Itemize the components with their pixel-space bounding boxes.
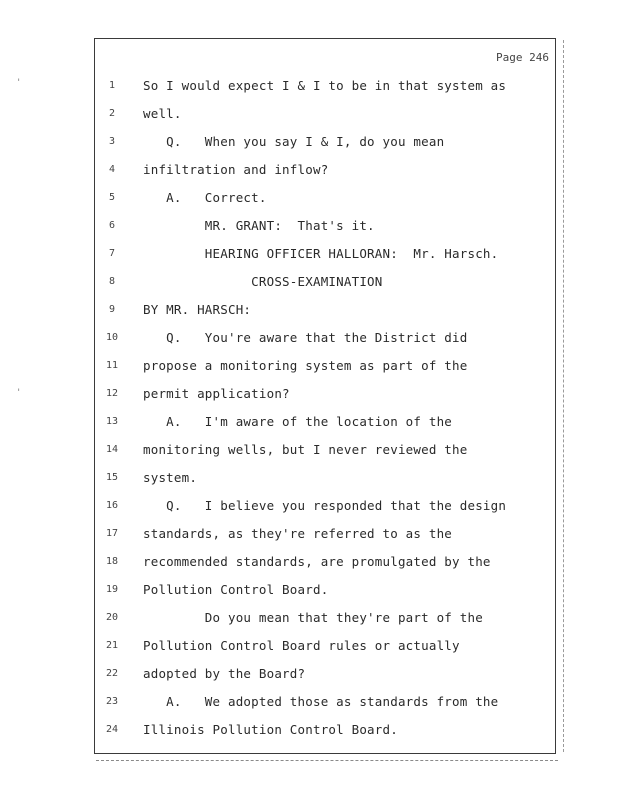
transcript-line: A. I'm aware of the location of the (143, 414, 453, 429)
transcript-line: A. Correct. (143, 190, 267, 205)
line-number: 16 (105, 500, 119, 511)
line-number: 10 (105, 332, 119, 343)
line-number: 11 (105, 360, 119, 371)
line-number: 17 (105, 528, 119, 539)
line-number: 18 (105, 556, 119, 567)
transcript-line: propose a monitoring system as part of the (143, 358, 468, 373)
page-number: Page 246 (496, 51, 549, 64)
transcript-line: well. (143, 106, 182, 121)
scan-mark: ' (16, 388, 22, 398)
transcript-line: BY MR. HARSCH: (143, 302, 252, 317)
transcript-line: MR. GRANT: That's it. (143, 218, 375, 233)
transcript-line: A. We adopted those as standards from the (143, 694, 499, 709)
transcript-line: Pollution Control Board. (143, 582, 329, 597)
transcript-line: monitoring wells, but I never reviewed the (143, 442, 468, 457)
transcript-line: So I would expect I & I to be in that system as (143, 78, 507, 93)
line-number: 12 (105, 388, 119, 399)
transcript-line: Q. When you say I & I, do you mean (143, 134, 445, 149)
transcript-line: permit application? (143, 386, 290, 401)
transcript-line: recommended standards, are promulgated by the (143, 554, 491, 569)
line-number: 22 (105, 668, 119, 679)
transcript-line: Do you mean that they're part of the (143, 610, 483, 625)
transcript-line: Q. I believe you responded that the design (143, 498, 507, 513)
section-heading: CROSS-EXAMINATION (143, 274, 383, 289)
transcript-line: Pollution Control Board rules or actually (143, 638, 460, 653)
line-number: 7 (108, 248, 116, 259)
line-number: 8 (108, 276, 116, 287)
line-number: 5 (108, 192, 116, 203)
scan-mark: ' (16, 78, 22, 88)
line-number: 6 (108, 220, 116, 231)
line-number: 20 (105, 612, 119, 623)
transcript-line: Illinois Pollution Control Board. (143, 722, 398, 737)
line-number: 1 (108, 80, 116, 91)
line-number: 4 (108, 164, 116, 175)
transcript-line: adopted by the Board? (143, 666, 306, 681)
transcript-line: infiltration and inflow? (143, 162, 329, 177)
line-number: 13 (105, 416, 119, 427)
transcript-line: standards, as they're referred to as the (143, 526, 453, 541)
transcript-line: HEARING OFFICER HALLORAN: Mr. Harsch. (143, 246, 499, 261)
bottom-margin-rule (96, 760, 558, 761)
right-margin-rule (563, 40, 564, 752)
transcript-line: system. (143, 470, 198, 485)
transcript-page (94, 38, 556, 754)
line-number: 3 (108, 136, 116, 147)
line-number: 2 (108, 108, 116, 119)
line-number: 9 (108, 304, 116, 315)
line-number: 21 (105, 640, 119, 651)
line-number: 24 (105, 724, 119, 735)
line-number: 23 (105, 696, 119, 707)
transcript-line: Q. You're aware that the District did (143, 330, 468, 345)
line-number: 15 (105, 472, 119, 483)
line-number: 14 (105, 444, 119, 455)
line-number: 19 (105, 584, 119, 595)
